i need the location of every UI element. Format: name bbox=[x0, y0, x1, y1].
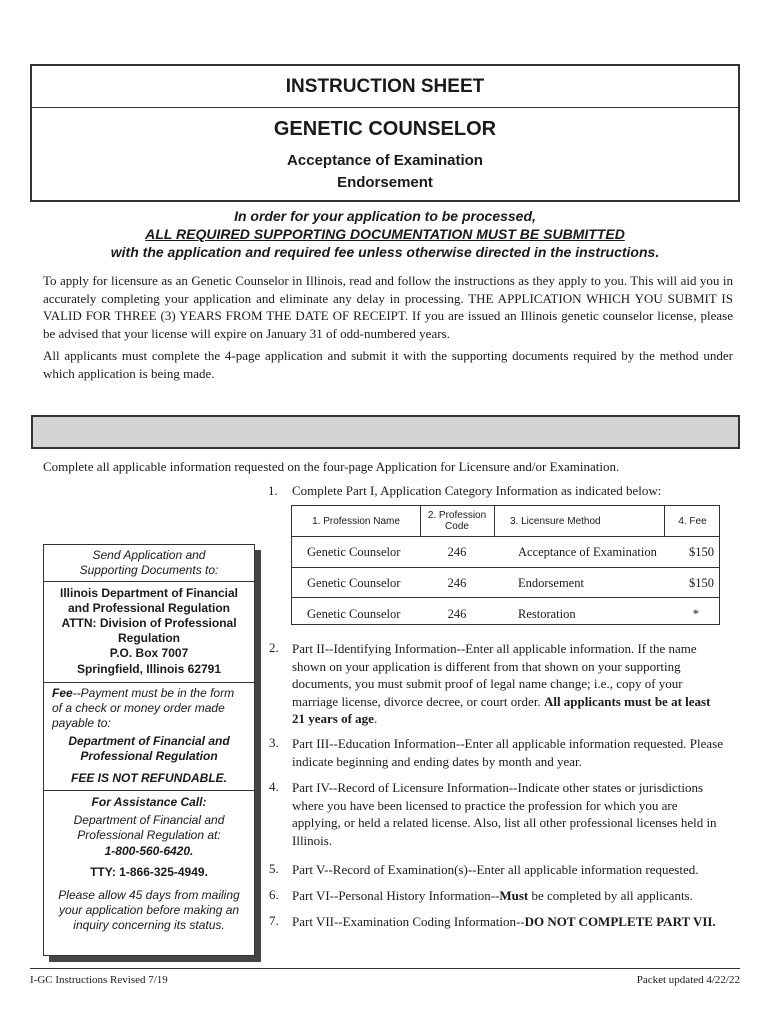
step-3-number: 3. bbox=[269, 735, 279, 750]
address-line: P.O. Box 7007 bbox=[109, 646, 189, 660]
step-text: Part VII--Examination Coding Information-- bbox=[292, 914, 525, 929]
step-text: Part II--Identifying Information--Enter all applicable information. If the name shown on your application is different from that shown on your supporting documents, you must submit proof of legal name change; i.e., copy of your marriage license, divorce decree, or court order. bbox=[292, 641, 697, 709]
assist-text: Department of Financial and Professional Regulation at: bbox=[73, 813, 225, 842]
address-line: Illinois Department of Financial bbox=[59, 586, 239, 600]
not-refundable: FEE IS NOT REFUNDABLE. bbox=[70, 771, 227, 785]
sidebar-divider bbox=[44, 581, 254, 582]
table-rule bbox=[292, 536, 719, 537]
sheet-title: INSTRUCTION SHEET bbox=[285, 75, 485, 97]
table-cell-name: Genetic Counselor bbox=[307, 545, 401, 559]
header-box bbox=[30, 64, 740, 202]
footer-packet-updated: Packet updated 4/22/22 bbox=[636, 974, 740, 986]
sidebar-divider bbox=[44, 682, 254, 683]
table-divider bbox=[664, 506, 665, 536]
step-2-number: 2. bbox=[269, 640, 279, 655]
table-cell-code: 246 bbox=[447, 607, 467, 621]
table-cell-code: 246 bbox=[447, 576, 467, 590]
table-divider bbox=[494, 506, 495, 536]
table-header-fee: 4. Fee bbox=[678, 515, 707, 527]
fee-note bbox=[44, 686, 254, 731]
profession-table bbox=[291, 505, 720, 625]
subtitle-line1: Acceptance of Examination bbox=[287, 152, 483, 169]
step-bold: Must bbox=[499, 888, 529, 903]
step-2-text bbox=[292, 640, 724, 728]
step-bold: DO NOT COMPLETE PART VII. bbox=[524, 914, 716, 929]
table-divider bbox=[420, 506, 421, 536]
sidebar-divider bbox=[44, 790, 254, 791]
intro-paragraph-1: To apply for licensure as an Genetic Counselor in Illinois, read and follow the instructions as they apply to you. This will aid you in accurately completing your application and eliminate any delay in processing. THE APPLICATION WHICH YOU SUBMIT IS VALID FOR THREE (3) YEARS FROM THE DATE OF RECEIPT. If you are issued an Illinois genetic counselor license, please be advised that your license will expire on January 31 of odd-numbered years. bbox=[43, 273, 733, 341]
step-5-number: 5. bbox=[269, 861, 279, 876]
step-4-text: Part IV--Record of Licensure Information--Indicate other states or jurisdictions where you have been licensed to practice the profession for which you are applying, or held a related license. Also, list all other professional licenses held in Illinois. bbox=[292, 780, 717, 848]
step-after: be completed by all applicants. bbox=[528, 888, 693, 903]
step-6-text bbox=[292, 887, 724, 905]
table-cell-fee: $150 bbox=[689, 576, 714, 590]
address-line: Springfield, Illinois 62791 bbox=[76, 662, 222, 676]
notice-line3: with the application and required fee unless otherwise directed in the instructions. bbox=[110, 244, 660, 260]
table-cell-method: Acceptance of Examination bbox=[518, 545, 657, 559]
header-title-row bbox=[32, 66, 738, 108]
fee-text: --Payment must be in the form of a check or money order made payable to: bbox=[52, 686, 235, 730]
step-bold: All applicants must be at least 21 years of age bbox=[292, 693, 711, 726]
table-cell-fee: * bbox=[692, 607, 699, 621]
subtitle-line2: Endorsement bbox=[337, 174, 433, 191]
payee: Department of Financial and Professional Regulation bbox=[68, 734, 230, 763]
address-line: Regulation bbox=[118, 631, 180, 645]
step-3-text: Part III--Education Information--Enter all applicable information requested. Please indicate beginning and ending dates by month and year. bbox=[292, 736, 723, 769]
step-5-text: Part V--Record of Examination(s)--Enter all applicable information requested. bbox=[292, 862, 699, 877]
tty: TTY: 1-866-325-4949. bbox=[90, 865, 208, 879]
step-1-number: 1. bbox=[268, 483, 278, 498]
sidebar-contact-box bbox=[43, 544, 255, 956]
step-4-number: 4. bbox=[269, 779, 279, 794]
address-line: and Professional Regulation bbox=[67, 601, 231, 615]
table-cell-code: 246 bbox=[447, 545, 467, 559]
complete-instructions: Complete all applicable information requested on the four-page Application for Licensure and/or Examination. bbox=[43, 459, 620, 474]
table-cell-method: Restoration bbox=[518, 607, 576, 621]
step-1-text: Complete Part I, Application Category Information as indicated below: bbox=[292, 483, 662, 498]
step-after: . bbox=[373, 711, 378, 726]
step-6-number: 6. bbox=[269, 887, 279, 902]
table-rule bbox=[292, 597, 719, 598]
table-cell-method: Endorsement bbox=[518, 576, 584, 590]
table-cell-name: Genetic Counselor bbox=[307, 576, 401, 590]
phone-number: 1-800-560-6420 bbox=[104, 844, 191, 858]
notice-line1: In order for your application to be processed, bbox=[234, 208, 536, 224]
footer-revision: I-GC Instructions Revised 7/19 bbox=[30, 974, 168, 986]
phone-period: . bbox=[190, 844, 194, 858]
table-header-licensure-method: 3. Licensure Method bbox=[510, 515, 601, 527]
phone bbox=[44, 844, 254, 859]
table-rule bbox=[292, 567, 719, 568]
profession-title: GENETIC COUNSELOR bbox=[273, 118, 497, 140]
send-title: Send Application and Supporting Documents to: bbox=[79, 548, 219, 577]
table-cell-fee: $150 bbox=[689, 545, 714, 559]
table-header-profession-code: 2. Profession Code bbox=[427, 510, 487, 532]
fee-label: Fee bbox=[52, 686, 73, 700]
assist-title: For Assistance Call: bbox=[91, 795, 207, 809]
allow-text: Please allow 45 days from mailing your application before making an inquiry concerning its status. bbox=[58, 888, 240, 932]
step-7-number: 7. bbox=[269, 913, 279, 928]
table-cell-name: Genetic Counselor bbox=[307, 607, 401, 621]
footer-rule bbox=[30, 968, 740, 969]
section-bar bbox=[31, 415, 740, 449]
notice-line2: ALL REQUIRED SUPPORTING DOCUMENTATION MUST BE SUBMITTED bbox=[145, 226, 625, 242]
step-text: Part VI--Personal History Information-- bbox=[292, 888, 500, 903]
table-header-profession-name: 1. Profession Name bbox=[312, 515, 400, 527]
intro-paragraph-2: All applicants must complete the 4-page application and submit it with the supporting documents required by the method under which application is being made. bbox=[43, 348, 733, 381]
step-7-text bbox=[292, 913, 724, 931]
address-line: ATTN: Division of Professional bbox=[61, 616, 237, 630]
